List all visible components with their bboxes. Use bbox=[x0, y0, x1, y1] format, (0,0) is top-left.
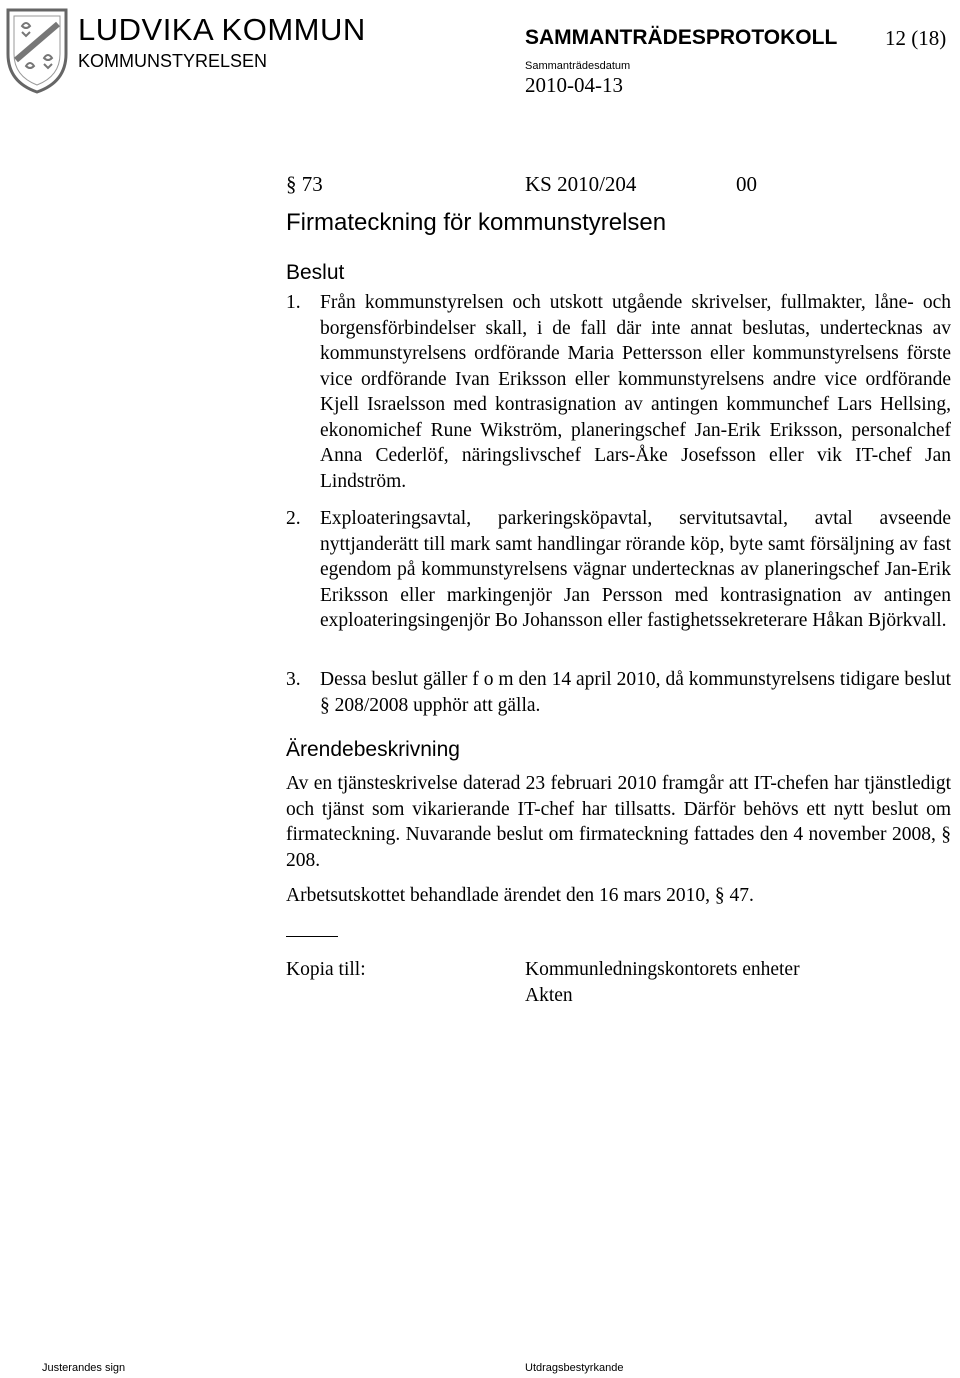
org-subtitle: KOMMUNSTYRELSEN bbox=[78, 51, 268, 71]
item-number: 3. bbox=[286, 669, 301, 690]
decision-item bbox=[286, 506, 951, 634]
org-name: LUDVIKA KOMMUN bbox=[78, 12, 366, 47]
divider bbox=[286, 936, 338, 937]
footer-justerandes-sign: Justerandes sign bbox=[42, 1362, 126, 1374]
copy-label: Kopia till: bbox=[286, 959, 366, 980]
item-text: Dessa beslut gäller f o m den 14 april 2010, då kommunstyrelsens tidigare beslut § 208/2008 upphör att gälla. bbox=[320, 669, 951, 716]
decision-item bbox=[286, 290, 951, 494]
copy-recipient: Akten bbox=[525, 984, 573, 1006]
document-title: SAMMANTRÄDESPROTOKOLL bbox=[525, 26, 838, 49]
decision-item bbox=[286, 667, 951, 718]
case-code: 00 bbox=[736, 172, 757, 196]
meeting-date: 2010-04-13 bbox=[525, 73, 623, 97]
date-label: Sammanträdesdatum bbox=[525, 60, 631, 72]
page-number: 12 (18) bbox=[885, 26, 947, 50]
coat-of-arms-logo bbox=[2, 6, 72, 96]
item-text: Exploateringsavtal, parkeringsköpavtal, servitutsavtal, avtal avseende nyttjanderätt till mark samt handlingar rörande köp, byte samt försäljning av fast egendom på kommunstyrelsens vägnar undertecknas av planeringschef Jan-Erik Eriksson eller markingenjör Jan Persson med kontrasignation av antingen exploateringsingenjör Bo Johansson eller fastighetssekreterare Håkan Björkvall. bbox=[320, 508, 951, 631]
arende-heading: Ärendebeskrivning bbox=[286, 738, 460, 761]
section-number: § 73 bbox=[286, 172, 323, 196]
copy-list bbox=[525, 957, 800, 1008]
case-number: KS 2010/204 bbox=[525, 172, 637, 196]
item-text: Från kommunstyrelsen och utskott utgående skrivelser, fullmakter, låne- och borgensförbindelser skall, i de fall där inte annat beslutas, undertecknas av kommunstyrelsens ordförande Maria Pettersson eller kommunstyrelsens förste vice ordförande Ivan Eriksson eller kommunstyrelsens andre vice ordförande Kjell Israelsson med kontrasignation av antingen kommunchef Lars Hellsing, ekonomichef Rune Wikström, planeringschef Jan-Erik Eriksson, personalchef Anna Cederlöf, näringslivschef Lars-Åke Josefsson eller vik IT-chef Jan Lindström. bbox=[320, 292, 951, 492]
copy-recipient: Kommunledningskontorets enheter bbox=[525, 959, 800, 980]
footer-utdragsbestyrkande: Utdragsbestyrkande bbox=[525, 1362, 624, 1374]
section-title: Firmateckning för kommunstyrelsen bbox=[286, 209, 667, 236]
item-number: 1. bbox=[286, 292, 301, 313]
arende-text: Av en tjänsteskrivelse daterad 23 februari 2010 framgår att IT-chefen har tjänstledigt och tjänst som vikarierande IT-chef har tillsatts. Därför behövs ett nytt beslut om firmateckning. Nuvarande beslut om firmateckning fattades den 4 november 2008, § 208. bbox=[286, 773, 951, 871]
item-number: 2. bbox=[286, 508, 301, 529]
beslut-heading: Beslut bbox=[286, 261, 345, 284]
au-text: Arbetsutskottet behandlade ärendet den 16 mars 2010, § 47. bbox=[286, 885, 754, 906]
